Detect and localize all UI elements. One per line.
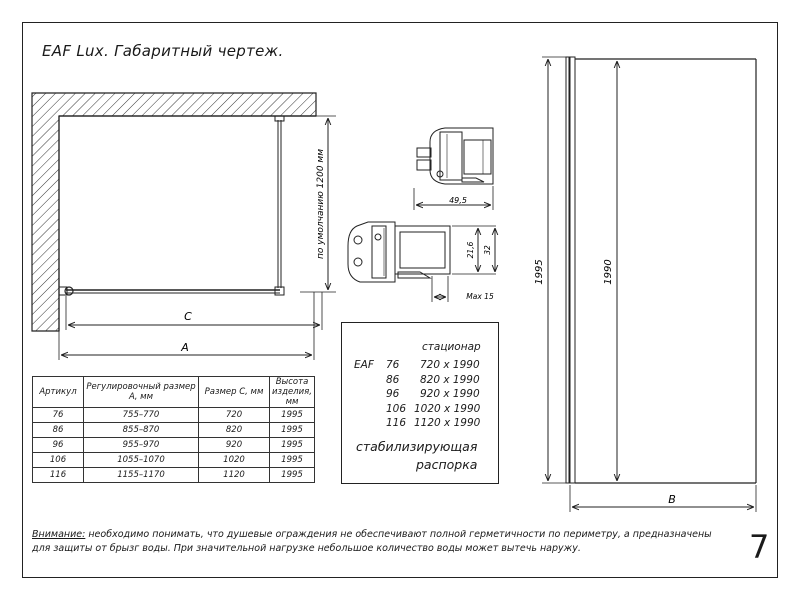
stationary-size: 920 x 1990 xyxy=(420,388,480,400)
d32-label: 32 xyxy=(483,245,492,255)
cell-height: 1995 xyxy=(270,438,315,453)
cell-size-c: 1020 xyxy=(199,453,270,468)
cell-adjust: 855–870 xyxy=(84,423,199,438)
stationary-box xyxy=(341,322,499,484)
cell-size-c: 920 xyxy=(199,438,270,453)
col-article: Артикул xyxy=(33,377,84,408)
col-size-c: Размер C, мм xyxy=(199,377,270,408)
glass-panel-plan xyxy=(59,287,280,295)
stationary-row xyxy=(354,388,494,402)
table-header-row xyxy=(33,377,315,408)
warning-label: Внимание: xyxy=(32,529,86,540)
a-label: A xyxy=(181,341,189,354)
stationary-header: стационар xyxy=(422,341,481,353)
max15-label: Max 15 xyxy=(466,292,494,301)
cell-article: 106 xyxy=(33,453,84,468)
cell-size-c: 820 xyxy=(199,423,270,438)
stationary-row xyxy=(354,403,494,417)
table-row xyxy=(33,408,315,423)
stationary-row xyxy=(354,359,494,373)
profile-detail-bottom xyxy=(348,222,450,282)
table-row xyxy=(33,468,315,483)
cell-adjust: 1055–1070 xyxy=(84,453,199,468)
page-title: EAF Lux. Габаритный чертеж. xyxy=(42,42,284,60)
stabilizer-bar-plan xyxy=(275,116,284,295)
cell-height: 1995 xyxy=(270,453,315,468)
stationary-row xyxy=(354,417,494,431)
stationary-code: 106 xyxy=(386,403,407,415)
cell-adjust: 1155–1170 xyxy=(84,468,199,483)
stabilizer-label-line2: распорка xyxy=(416,457,478,472)
stabilizer-label-line1: стабилизирующая xyxy=(356,439,478,454)
cell-article: 96 xyxy=(33,438,84,453)
b-label: B xyxy=(668,493,676,506)
wall-hatch xyxy=(32,93,316,331)
glass-panel-elevation xyxy=(566,57,756,483)
spec-table xyxy=(32,376,315,483)
d21-label: 21,6 xyxy=(466,241,475,259)
stationary-size: 820 x 1990 xyxy=(420,374,480,386)
stationary-row xyxy=(354,374,494,388)
cell-adjust: 955–970 xyxy=(84,438,199,453)
cell-height: 1995 xyxy=(270,408,315,423)
table-row xyxy=(33,453,315,468)
col-adjust: Регулировочный размер А, мм xyxy=(84,377,199,408)
cell-size-c: 720 xyxy=(199,408,270,423)
cell-height: 1995 xyxy=(270,423,315,438)
height-1995-label: 1995 xyxy=(534,259,545,285)
stationary-code: 76 xyxy=(386,359,400,371)
cell-adjust: 755–770 xyxy=(84,408,199,423)
cell-article: 116 xyxy=(33,468,84,483)
stationary-size: 1020 x 1990 xyxy=(414,403,481,415)
page-number: 7 xyxy=(749,528,770,566)
stationary-code: 96 xyxy=(386,388,400,400)
table-row xyxy=(33,438,315,453)
warning-text: необходимо понимать, что душевые ограждения не обеспечивают полной герметичности по периметру, а предназначены для защиты от брызг воды. При значительной нагрузке небольшое количество воды может вытечь наружу. xyxy=(32,529,712,554)
stationary-size: 1120 x 1990 xyxy=(414,417,481,429)
height-1990-label: 1990 xyxy=(603,259,614,285)
stationary-code: 86 xyxy=(386,374,400,386)
profile-width-label: 49,5 xyxy=(449,196,467,205)
cell-article: 86 xyxy=(33,423,84,438)
stationary-size: 720 x 1990 xyxy=(420,359,480,371)
stationary-code: 116 xyxy=(386,417,407,429)
cell-height: 1995 xyxy=(270,468,315,483)
cell-article: 76 xyxy=(33,408,84,423)
col-height: Высота изделия, мм xyxy=(270,377,315,408)
stationary-model: EAF xyxy=(354,359,374,371)
table-row xyxy=(33,423,315,438)
warning-note xyxy=(32,528,722,556)
profile-detail-top xyxy=(417,128,493,184)
cell-size-c: 1120 xyxy=(199,468,270,483)
default-height-label: по умолчанию 1200 мм xyxy=(316,149,326,259)
c-label: C xyxy=(184,310,192,323)
